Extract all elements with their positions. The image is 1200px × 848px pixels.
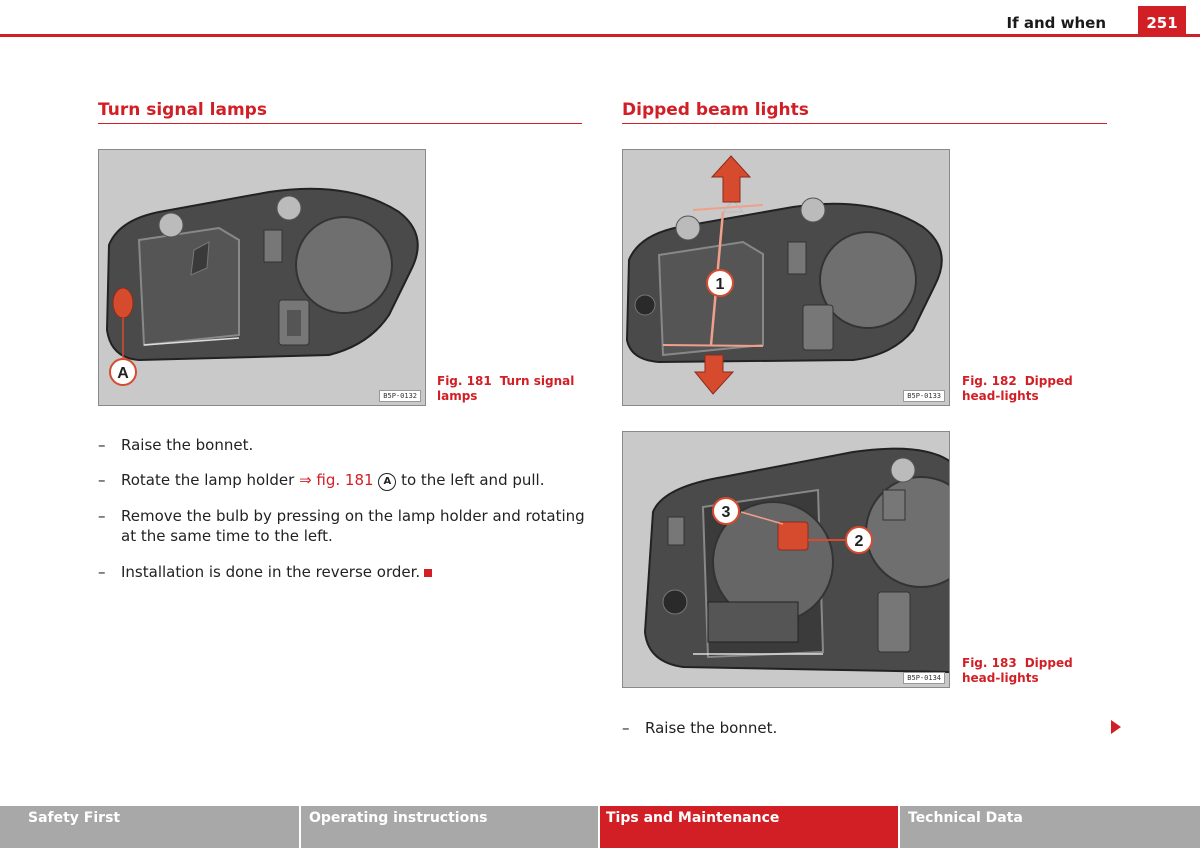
section-rule-left (98, 123, 582, 124)
running-header: If and when (1006, 14, 1106, 32)
section-title-turn-signal: Turn signal lamps (98, 100, 267, 120)
caption-number: Fig. 183 (962, 656, 1017, 670)
tab-tips-and-maintenance[interactable]: Tips and Maintenance (600, 806, 898, 848)
caption-fig-181 (437, 374, 577, 404)
step-text: Raise the bonnet. (645, 719, 778, 737)
step-rotate-holder (98, 470, 588, 491)
caption-text: Turn signal lamps (437, 374, 575, 403)
page-number: 251 (1138, 6, 1186, 37)
caption-fig-183 (962, 656, 1102, 686)
step-dash: – (98, 563, 106, 581)
figure-code: B5P-0132 (379, 390, 421, 402)
figure-183-dipped-headlights (622, 431, 950, 688)
callout-a: A (117, 365, 129, 382)
figure-reference-link[interactable]: ⇒ fig. 181 (299, 471, 374, 489)
step-dash: – (98, 436, 106, 454)
tab-safety-first[interactable]: Safety First (0, 806, 299, 848)
step-raise-bonnet-left (98, 435, 588, 455)
headlight-illustration (623, 150, 950, 406)
tab-operating-instructions[interactable]: Operating instructions (301, 806, 598, 848)
step-text: Rotate the lamp holder (121, 471, 300, 489)
step-text: Raise the bonnet. (121, 436, 254, 454)
footer-nav (0, 806, 1200, 848)
step-dash: – (98, 507, 106, 525)
step-text: to the left and pull. (396, 471, 545, 489)
section-title-dipped-beam: Dipped beam lights (622, 100, 809, 120)
caption-number: Fig. 181 (437, 374, 492, 388)
caption-text: Dipped head-lights (962, 374, 1073, 403)
callout-3: 3 (721, 504, 731, 521)
callout-a-inline: A (378, 473, 396, 491)
figure-code: B5P-0134 (903, 672, 945, 684)
headlight-interior-illustration (623, 432, 950, 688)
end-of-section-mark (424, 569, 432, 577)
callout-2: 2 (854, 533, 864, 550)
continue-arrow-icon[interactable] (1111, 720, 1121, 734)
figure-code: B5P-0133 (903, 390, 945, 402)
section-rule-right (622, 123, 1107, 124)
step-raise-bonnet-right (622, 718, 1092, 738)
step-dash: – (622, 719, 630, 737)
caption-fig-182 (962, 374, 1102, 404)
callout-1: 1 (715, 276, 725, 293)
step-dash: – (98, 471, 106, 489)
header-rule (0, 34, 1200, 37)
step-text: Installation is done in the reverse order. (121, 563, 421, 581)
headlight-illustration (99, 150, 426, 406)
step-installation (98, 562, 588, 582)
figure-182-dipped-headlights (622, 149, 950, 406)
tab-technical-data[interactable]: Technical Data (900, 806, 1200, 848)
step-remove-bulb (98, 506, 588, 546)
caption-text: Dipped head-lights (962, 656, 1073, 685)
figure-181-turn-signal (98, 149, 426, 406)
caption-number: Fig. 182 (962, 374, 1017, 388)
step-text: Remove the bulb by pressing on the lamp holder and rotating at the same time to the left. (121, 507, 585, 545)
